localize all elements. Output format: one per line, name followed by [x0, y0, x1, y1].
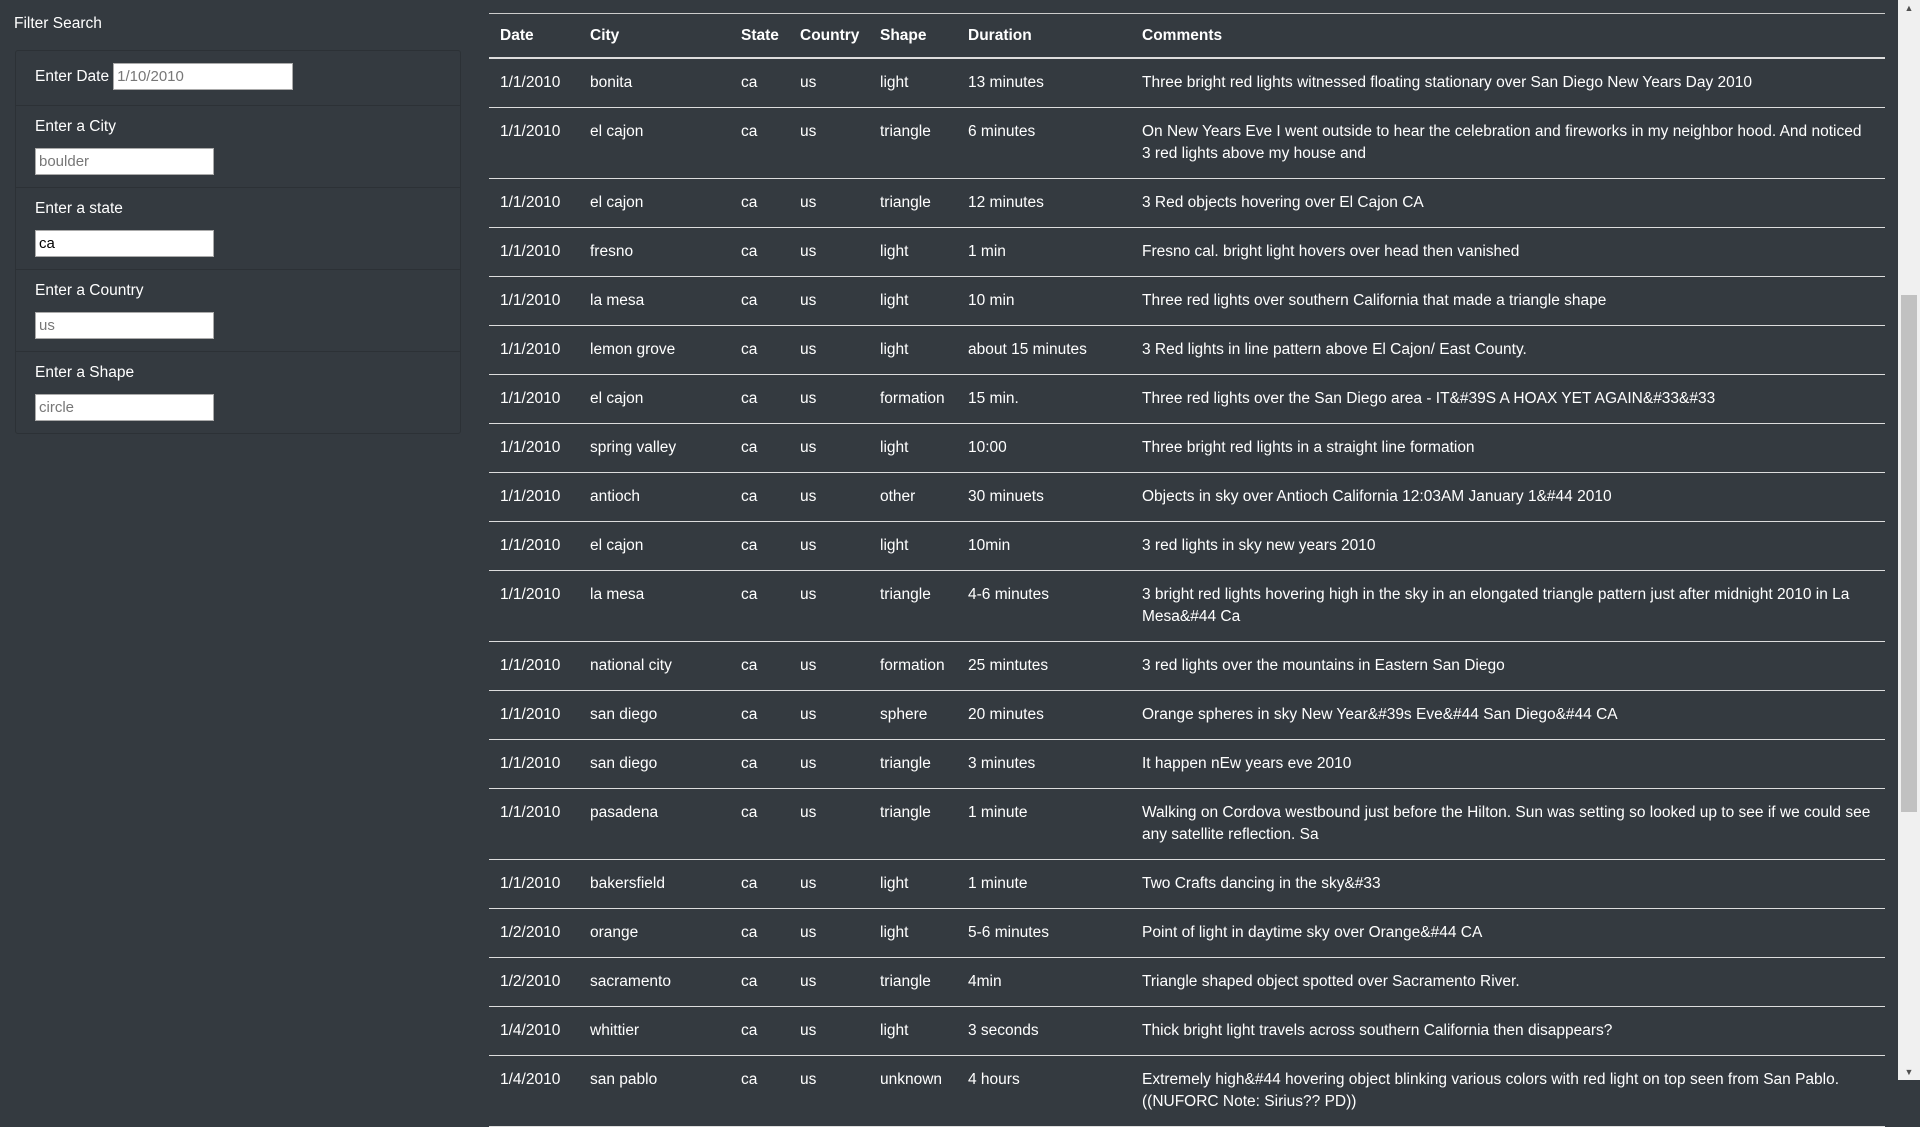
table-row [489, 860, 1885, 909]
column-header-shape: Shape [869, 14, 957, 59]
cell-state: ca [730, 277, 789, 326]
cell-comments: 3 red lights over the mountains in Eastern San Diego [1131, 642, 1885, 691]
cell-city: orange [579, 909, 730, 958]
cell-date: 1/1/2010 [489, 58, 579, 108]
cell-date: 1/1/2010 [489, 473, 579, 522]
cell-shape: sphere [869, 691, 957, 740]
cell-duration: 4-6 minutes [957, 571, 1131, 642]
scroll-up-arrow-icon[interactable]: ▲ [1904, 3, 1914, 13]
city-input[interactable] [35, 148, 214, 175]
cell-state: ca [730, 789, 789, 860]
cell-date: 1/1/2010 [489, 522, 579, 571]
filter-search-title: Filter Search [14, 15, 102, 32]
vertical-scrollbar[interactable] [1898, 0, 1920, 1080]
cell-duration: 1 minute [957, 860, 1131, 909]
cell-shape: light [869, 424, 957, 473]
table-row [489, 375, 1885, 424]
cell-country: us [789, 58, 869, 108]
cell-date: 1/1/2010 [489, 691, 579, 740]
column-header-city: City [579, 14, 730, 59]
table-row [489, 691, 1885, 740]
cell-city: san diego [579, 691, 730, 740]
country-filter-group [16, 270, 460, 352]
cell-duration: 20 minutes [957, 691, 1131, 740]
date-input[interactable] [113, 63, 293, 90]
cell-country: us [789, 909, 869, 958]
cell-country: us [789, 108, 869, 179]
cell-shape: light [869, 228, 957, 277]
cell-comments: Thick bright light travels across southern California then disappears? [1131, 1007, 1885, 1056]
cell-duration: 10min [957, 522, 1131, 571]
cell-comments: Point of light in daytime sky over Orange&#44 CA [1131, 909, 1885, 958]
cell-duration: 10:00 [957, 424, 1131, 473]
cell-city: el cajon [579, 108, 730, 179]
cell-date: 1/4/2010 [489, 1056, 579, 1127]
cell-city: national city [579, 642, 730, 691]
cell-duration: 13 minutes [957, 58, 1131, 108]
table-row [489, 326, 1885, 375]
cell-shape: triangle [869, 789, 957, 860]
table-row [489, 909, 1885, 958]
cell-comments: 3 Red lights in line pattern above El Cajon/ East County. [1131, 326, 1885, 375]
column-header-state: State [730, 14, 789, 59]
cell-duration: 15 min. [957, 375, 1131, 424]
cell-shape: light [869, 522, 957, 571]
cell-country: us [789, 958, 869, 1007]
table-row [489, 958, 1885, 1007]
cell-comments: Triangle shaped object spotted over Sacramento River. [1131, 958, 1885, 1007]
shape-filter-group [16, 352, 460, 433]
filter-panel [15, 50, 461, 434]
table-row [489, 277, 1885, 326]
cell-comments: On New Years Eve I went outside to hear the celebration and fireworks in my neighbor hood. And noticed 3 red lights above my house and [1131, 108, 1885, 179]
column-header-country: Country [789, 14, 869, 59]
table-row [489, 424, 1885, 473]
table-row [489, 108, 1885, 179]
cell-country: us [789, 571, 869, 642]
cell-city: pasadena [579, 789, 730, 860]
cell-date: 1/1/2010 [489, 789, 579, 860]
shape-input[interactable] [35, 394, 214, 421]
cell-country: us [789, 740, 869, 789]
cell-shape: formation [869, 375, 957, 424]
cell-comments: Extremely high&#44 hovering object blinking various colors with red light on top seen from San Pablo. ((NUFORC Note: Sirius?? PD)) [1131, 1056, 1885, 1127]
cell-date: 1/1/2010 [489, 642, 579, 691]
cell-duration: 25 mintutes [957, 642, 1131, 691]
cell-shape: other [869, 473, 957, 522]
table-header-row [489, 14, 1885, 59]
cell-country: us [789, 375, 869, 424]
cell-city: spring valley [579, 424, 730, 473]
cell-state: ca [730, 522, 789, 571]
cell-duration: 5-6 minutes [957, 909, 1131, 958]
table-row [489, 1056, 1885, 1127]
cell-city: antioch [579, 473, 730, 522]
cell-shape: light [869, 1007, 957, 1056]
cell-state: ca [730, 58, 789, 108]
cell-country: us [789, 1056, 869, 1127]
cell-country: us [789, 228, 869, 277]
cell-comments: Walking on Cordova westbound just before the Hilton. Sun was setting so looked up to see if we could see any satellite reflection. Sa [1131, 789, 1885, 860]
cell-date: 1/1/2010 [489, 179, 579, 228]
cell-comments: Three red lights over southern California that made a triangle shape [1131, 277, 1885, 326]
cell-duration: 10 min [957, 277, 1131, 326]
cell-duration: 1 min [957, 228, 1131, 277]
date-label: Enter Date [35, 67, 110, 85]
cell-comments: Orange spheres in sky New Year&#39s Eve&#44 San Diego&#44 CA [1131, 691, 1885, 740]
cell-state: ca [730, 473, 789, 522]
cell-comments: Objects in sky over Antioch California 12:03AM January 1&#44 2010 [1131, 473, 1885, 522]
scrollbar-thumb[interactable] [1901, 295, 1917, 812]
cell-comments: It happen nEw years eve 2010 [1131, 740, 1885, 789]
cell-state: ca [730, 228, 789, 277]
cell-country: us [789, 326, 869, 375]
cell-state: ca [730, 1007, 789, 1056]
cell-state: ca [730, 1056, 789, 1127]
cell-city: bonita [579, 58, 730, 108]
cell-country: us [789, 789, 869, 860]
city-filter-group [16, 106, 460, 188]
cell-state: ca [730, 860, 789, 909]
table-row [489, 228, 1885, 277]
state-input[interactable] [35, 230, 214, 257]
cell-shape: triangle [869, 571, 957, 642]
cell-country: us [789, 277, 869, 326]
cell-shape: light [869, 58, 957, 108]
cell-city: san pablo [579, 1056, 730, 1127]
state-label: Enter a state [35, 200, 123, 217]
cell-country: us [789, 860, 869, 909]
cell-comments: Two Crafts dancing in the sky&#33 [1131, 860, 1885, 909]
table-row [489, 1007, 1885, 1056]
cell-shape: triangle [869, 179, 957, 228]
cell-country: us [789, 642, 869, 691]
cell-city: el cajon [579, 179, 730, 228]
cell-country: us [789, 1007, 869, 1056]
cell-date: 1/1/2010 [489, 228, 579, 277]
scroll-down-arrow-icon[interactable]: ▼ [1904, 1067, 1914, 1077]
cell-date: 1/1/2010 [489, 375, 579, 424]
table-row [489, 789, 1885, 860]
cell-shape: light [869, 277, 957, 326]
table-row [489, 642, 1885, 691]
cell-comments: 3 bright red lights hovering high in the sky in an elongated triangle pattern just after midnight 2010 in La Mesa&#44 Ca [1131, 571, 1885, 642]
column-header-duration: Duration [957, 14, 1131, 59]
cell-shape: light [869, 326, 957, 375]
cell-duration: 30 minuets [957, 473, 1131, 522]
cell-comments: Fresno cal. bright light hovers over head then vanished [1131, 228, 1885, 277]
table-row [489, 473, 1885, 522]
cell-shape: triangle [869, 958, 957, 1007]
column-header-date: Date [489, 14, 579, 59]
cell-date: 1/1/2010 [489, 571, 579, 642]
cell-city: el cajon [579, 375, 730, 424]
cell-country: us [789, 473, 869, 522]
cell-comments: Three bright red lights witnessed floating stationary over San Diego New Years Day 2010 [1131, 58, 1885, 108]
country-label: Enter a Country [35, 282, 144, 299]
cell-state: ca [730, 571, 789, 642]
cell-date: 1/1/2010 [489, 424, 579, 473]
cell-state: ca [730, 740, 789, 789]
cell-state: ca [730, 179, 789, 228]
cell-city: fresno [579, 228, 730, 277]
cell-comments: 3 Red objects hovering over El Cajon CA [1131, 179, 1885, 228]
date-filter-group [16, 51, 460, 106]
cell-comments: Three red lights over the San Diego area - IT&#39S A HOAX YET AGAIN&#33&#33 [1131, 375, 1885, 424]
cell-date: 1/1/2010 [489, 108, 579, 179]
table-row [489, 522, 1885, 571]
cell-date: 1/2/2010 [489, 958, 579, 1007]
cell-duration: 3 seconds [957, 1007, 1131, 1056]
country-input[interactable] [35, 312, 214, 339]
cell-state: ca [730, 642, 789, 691]
cell-city: el cajon [579, 522, 730, 571]
cell-date: 1/1/2010 [489, 740, 579, 789]
cell-duration: 12 minutes [957, 179, 1131, 228]
cell-duration: 4min [957, 958, 1131, 1007]
cell-duration: 6 minutes [957, 108, 1131, 179]
column-header-comments: Comments [1131, 14, 1885, 59]
cell-country: us [789, 179, 869, 228]
cell-state: ca [730, 691, 789, 740]
cell-date: 1/4/2010 [489, 1007, 579, 1056]
table-row [489, 179, 1885, 228]
cell-comments: Three bright red lights in a straight line formation [1131, 424, 1885, 473]
cell-country: us [789, 424, 869, 473]
cell-shape: triangle [869, 108, 957, 179]
cell-state: ca [730, 326, 789, 375]
cell-date: 1/2/2010 [489, 909, 579, 958]
cell-city: bakersfield [579, 860, 730, 909]
cell-state: ca [730, 108, 789, 179]
cell-shape: light [869, 860, 957, 909]
cell-state: ca [730, 909, 789, 958]
cell-city: whittier [579, 1007, 730, 1056]
cell-city: sacramento [579, 958, 730, 1007]
cell-shape: light [869, 909, 957, 958]
city-label: Enter a City [35, 118, 116, 135]
cell-duration: 4 hours [957, 1056, 1131, 1127]
cell-city: la mesa [579, 571, 730, 642]
table-row [489, 571, 1885, 642]
cell-duration: 3 minutes [957, 740, 1131, 789]
cell-city: san diego [579, 740, 730, 789]
cell-state: ca [730, 375, 789, 424]
cell-city: lemon grove [579, 326, 730, 375]
cell-date: 1/1/2010 [489, 860, 579, 909]
cell-country: us [789, 522, 869, 571]
shape-label: Enter a Shape [35, 364, 135, 381]
cell-duration: 1 minute [957, 789, 1131, 860]
cell-date: 1/1/2010 [489, 326, 579, 375]
cell-city: la mesa [579, 277, 730, 326]
cell-date: 1/1/2010 [489, 277, 579, 326]
cell-duration: about 15 minutes [957, 326, 1131, 375]
state-filter-group [16, 188, 460, 270]
ufo-sightings-table [489, 13, 1885, 1127]
table-row [489, 58, 1885, 108]
cell-country: us [789, 691, 869, 740]
table-row [489, 740, 1885, 789]
cell-state: ca [730, 424, 789, 473]
cell-shape: triangle [869, 740, 957, 789]
cell-state: ca [730, 958, 789, 1007]
cell-shape: formation [869, 642, 957, 691]
cell-comments: 3 red lights in sky new years 2010 [1131, 522, 1885, 571]
cell-shape: unknown [869, 1056, 957, 1127]
